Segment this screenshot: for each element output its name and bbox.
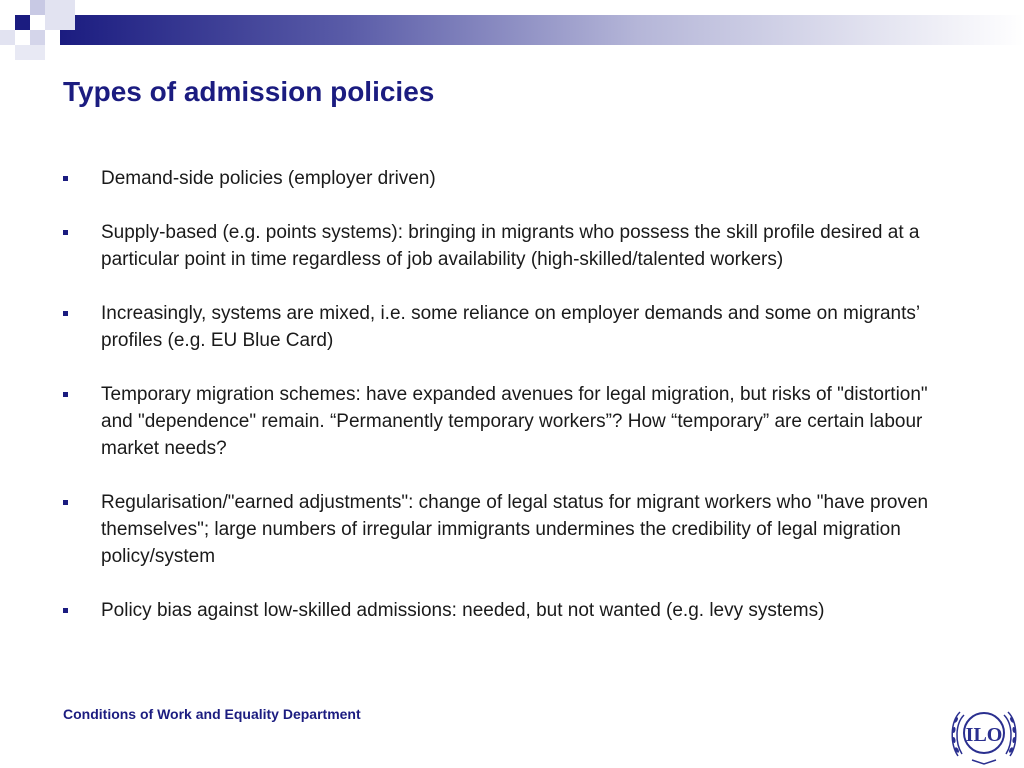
bullet-text: Demand-side policies (employer driven) <box>101 168 436 189</box>
bullet-marker-icon <box>63 311 68 316</box>
slide-title: Types of admission policies <box>63 76 435 107</box>
logo-text: ILO <box>965 724 1003 746</box>
bullet-text: Temporary migration schemes: have expanded avenues for legal migration, but risks of "distortion" and "dependence" remain. “Permanently temporary workers”? How “temporary” are certain labour market needs? <box>101 384 928 459</box>
bullet-item <box>63 489 963 570</box>
bullet-marker-icon <box>63 500 68 505</box>
footer-department: Conditions of Work and Equality Department <box>63 706 361 722</box>
bullet-item <box>63 597 963 624</box>
bullet-marker-icon <box>63 230 68 235</box>
decorative-square <box>45 0 75 30</box>
bullet-item <box>63 219 963 273</box>
bullet-marker-icon <box>63 392 68 397</box>
bullet-text: Supply-based (e.g. points systems): bringing in migrants who possess the skill profile desired at a particular point in time regardless of job availability (high-skilled/talented workers) <box>101 222 920 270</box>
header-gradient-bar <box>60 15 1024 45</box>
bullet-marker-icon <box>63 608 68 613</box>
bullet-text: Increasingly, systems are mixed, i.e. some reliance on employer demands and some on migrants’ profiles (e.g. EU Blue Card) <box>101 303 920 351</box>
decorative-square <box>15 45 45 60</box>
bullet-item <box>63 165 963 192</box>
bullet-text: Regularisation/"earned adjustments": change of legal status for migrant workers who "have proven themselves"; large numbers of irregular immigrants undermines the credibility of legal migration policy/system <box>101 492 929 567</box>
ilo-logo-icon <box>948 700 1020 766</box>
bullet-item <box>63 381 963 462</box>
bullet-text: Policy bias against low-skilled admissions: needed, but not wanted (e.g. levy systems) <box>101 600 825 621</box>
bullet-list <box>63 165 963 651</box>
bullet-item <box>63 300 963 354</box>
bullet-marker-icon <box>63 176 68 181</box>
decorative-square <box>30 30 45 45</box>
decorative-square <box>0 30 15 45</box>
decorative-square <box>15 15 30 30</box>
decorative-square <box>30 0 45 15</box>
